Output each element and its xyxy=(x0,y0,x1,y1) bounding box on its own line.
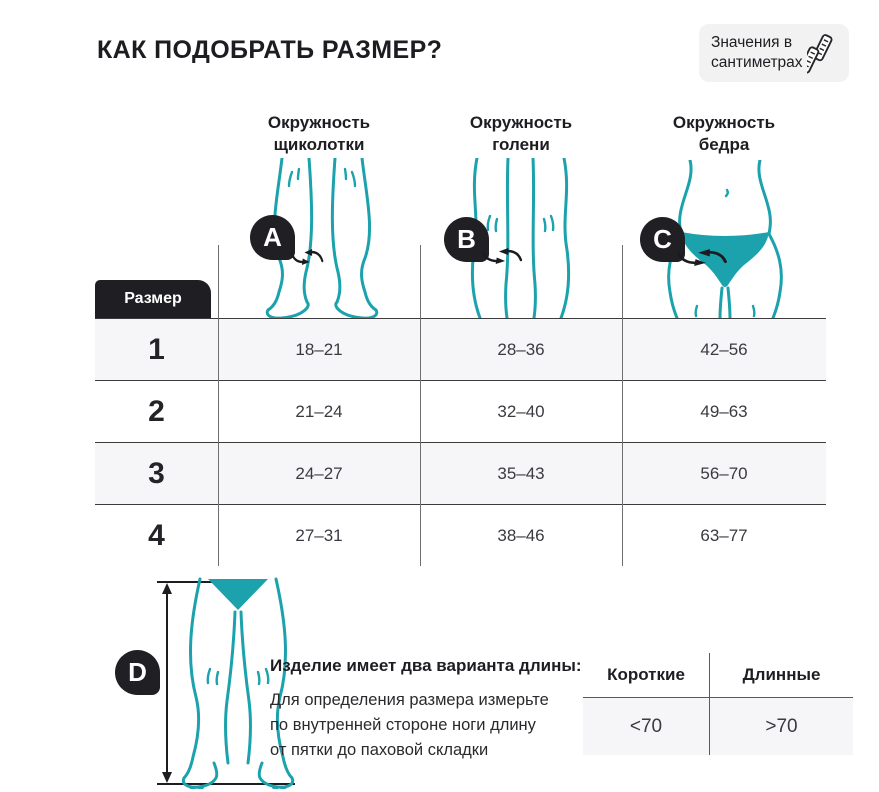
table-row-size-4 xyxy=(95,504,826,566)
ankle-range-cell: 21–24 xyxy=(295,401,343,421)
column-header-calf xyxy=(411,112,631,157)
hip-range-cell: 42–56 xyxy=(700,339,748,359)
instructions-line3: от пятки до паховой складки xyxy=(270,741,489,759)
calf-range-cell: 38–46 xyxy=(497,525,545,545)
short-option-value: <70 xyxy=(583,697,709,755)
long-option-value: >70 xyxy=(709,697,853,755)
instructions-line1: Для определения размера измерьте xyxy=(270,691,549,709)
hip-header-line2: бедра xyxy=(698,135,750,155)
calf-header-line2: голени xyxy=(492,135,550,155)
size-cell: 1 xyxy=(148,332,165,366)
ankle-range-cell: 27–31 xyxy=(295,525,343,545)
rotation-arrow-icon xyxy=(676,249,728,266)
ankle-header-line1: Окружность xyxy=(267,113,371,132)
column-header-hip xyxy=(614,112,834,157)
calf-range-cell: 28–36 xyxy=(497,339,545,359)
ankle-header-line2: щиколотки xyxy=(273,135,365,155)
rotation-arrow-icon xyxy=(481,248,523,264)
rotation-arrow-icon xyxy=(290,249,324,265)
units-note-line2: сантиметрах xyxy=(711,54,803,71)
marker-letter-c: C xyxy=(653,224,672,254)
table-row-size-1 xyxy=(95,318,826,380)
units-note-line1: Значения в xyxy=(711,33,793,51)
column-header-ankle xyxy=(209,112,429,157)
marker-letter-b: B xyxy=(457,224,476,254)
units-note-badge xyxy=(699,24,849,82)
calf-range-cell: 35–43 xyxy=(497,463,545,483)
table-column-divider xyxy=(420,245,421,566)
length-table-value-row xyxy=(583,697,853,755)
calf-header-line1: Окружность xyxy=(469,113,573,132)
table-column-divider xyxy=(218,245,219,566)
measuring-tape-icon xyxy=(807,30,841,76)
hip-range-cell: 63–77 xyxy=(700,525,748,545)
hip-range-cell: 56–70 xyxy=(700,463,748,483)
table-row-size-3 xyxy=(95,442,826,504)
instructions-line2: по внутренней стороне ноги длину xyxy=(270,716,536,734)
page-title: КАК ПОДОБРАТЬ РАЗМЕР? xyxy=(97,36,443,64)
size-column-header: Размер xyxy=(95,280,211,318)
table-row-size-2 xyxy=(95,380,826,442)
size-cell: 4 xyxy=(148,518,165,552)
calf-range-cell: 32–40 xyxy=(497,401,545,421)
size-cell: 2 xyxy=(148,394,165,428)
units-note-text xyxy=(711,33,803,74)
hip-header-line1: Окружность xyxy=(672,113,776,132)
marker-badge-d xyxy=(115,650,160,695)
length-table-header-row xyxy=(583,653,853,697)
ankle-range-cell: 24–27 xyxy=(295,463,343,483)
long-option-label: Длинные xyxy=(709,653,853,697)
marker-letter-d: D xyxy=(128,657,147,687)
marker-letter-a: A xyxy=(263,222,282,252)
ankle-range-cell: 18–21 xyxy=(295,339,343,359)
length-measure-instructions xyxy=(270,688,549,763)
marker-badge-a xyxy=(250,215,295,260)
table-column-divider xyxy=(622,245,623,566)
short-option-label: Короткие xyxy=(607,665,685,684)
length-options-table xyxy=(583,653,853,755)
hip-range-cell: 49–63 xyxy=(700,401,748,421)
length-options-heading: Изделие имеет два варианта длины: xyxy=(270,656,582,675)
size-cell: 3 xyxy=(148,456,165,490)
